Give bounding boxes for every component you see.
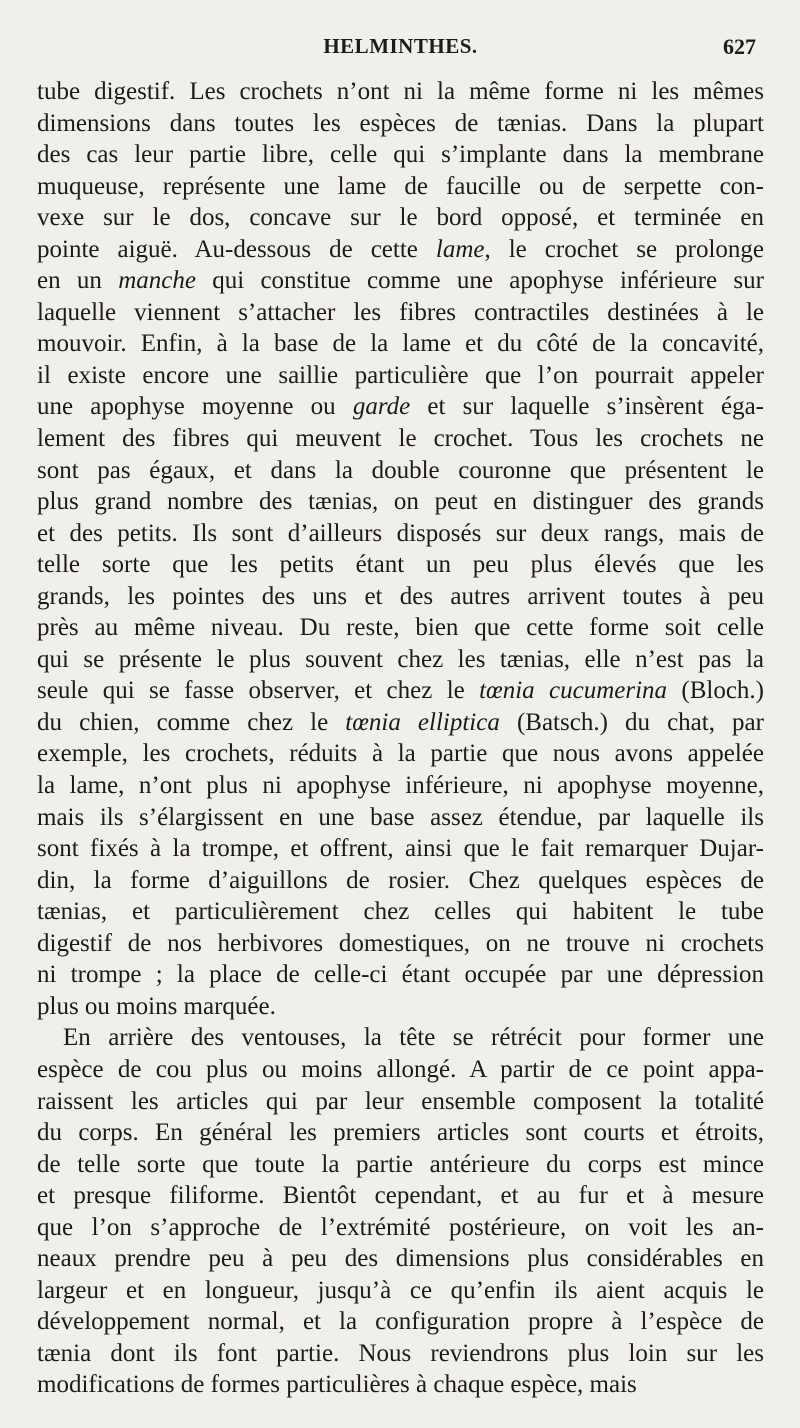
text-line bbox=[37, 297, 764, 329]
page-number: 627 bbox=[723, 34, 756, 59]
text-line bbox=[37, 1275, 764, 1307]
text-run: près au même niveau. Du reste, bien que cette forme soit celle bbox=[37, 614, 764, 642]
text-line bbox=[37, 171, 764, 203]
text-line bbox=[37, 802, 764, 834]
text-line bbox=[37, 1117, 764, 1149]
text-line bbox=[37, 770, 764, 802]
text-line bbox=[37, 738, 764, 770]
text-run: qui se présente le plus souvent chez les tænias, elle n’est pas la bbox=[37, 645, 764, 673]
paragraph bbox=[37, 1022, 764, 1401]
italic-term: tœnia cucumerina bbox=[479, 677, 668, 705]
text-run: neaux prendre peu à peu des dimensions plus considérables en bbox=[37, 1245, 764, 1273]
text-line bbox=[37, 265, 764, 297]
text-line bbox=[37, 76, 764, 108]
text-line bbox=[37, 139, 764, 171]
text-run: une apophyse moyenne ou bbox=[37, 393, 353, 421]
text-run: din, la forme d’aiguillons de rosier. Chez quelques espèces de bbox=[37, 866, 764, 894]
text-run: raissent les articles qui par leur ensemble composent la totalité bbox=[37, 1087, 764, 1115]
text-line bbox=[37, 202, 764, 234]
text-run: tube digestif. Les crochets n’ont ni la même forme ni les mêmes bbox=[37, 78, 764, 105]
text-run: exemple, les crochets, réduits à la partie que nous avons appelée bbox=[37, 740, 764, 768]
text-run: modifications de formes particulières à chaque espèce, mais bbox=[37, 1371, 637, 1399]
text-run: qui constitue comme une apophyse inférieure sur bbox=[195, 267, 764, 295]
text-run: espèce de cou plus ou moins allongé. A partir de ce point appa- bbox=[37, 1055, 764, 1083]
text-run: laquelle viennent s’attacher les fibres contractiles destinées à le bbox=[37, 298, 764, 326]
text-line bbox=[37, 1338, 764, 1370]
body-text bbox=[37, 76, 764, 1401]
text-run: mouvoir. Enfin, à la base de la lame et du côté de la concavité, bbox=[37, 330, 764, 358]
text-run: il existe encore une saillie particulière que l’on pourrait appeler bbox=[37, 361, 764, 389]
text-line bbox=[37, 391, 764, 423]
text-line bbox=[37, 549, 764, 581]
text-line bbox=[37, 675, 764, 707]
text-line bbox=[37, 1149, 764, 1181]
text-run: (Batsch.) du chat, par bbox=[499, 708, 764, 736]
text-run: , le crochet se prolonge bbox=[484, 235, 764, 263]
text-run: plus ou moins marquée. bbox=[37, 992, 276, 1020]
text-run: que l’on s’approche de l’extrémité postérieure, on voit les an- bbox=[37, 1213, 764, 1241]
text-line bbox=[37, 1243, 764, 1275]
text-run: plus grand nombre des tænias, on peut en distinguer des grands bbox=[37, 488, 764, 516]
text-line bbox=[37, 896, 764, 928]
text-run: largeur et en longueur, jusqu’à ce qu’enfin ils aient acquis le bbox=[37, 1276, 764, 1304]
text-line bbox=[37, 486, 764, 518]
text-run: des cas leur partie libre, celle qui s’implante dans la membrane bbox=[37, 141, 764, 169]
text-run: (Bloch.) bbox=[667, 677, 764, 705]
text-run: seule qui se fasse observer, et chez le bbox=[37, 677, 480, 705]
text-line bbox=[37, 455, 764, 487]
italic-term: manche bbox=[118, 267, 196, 295]
text-line bbox=[37, 612, 764, 644]
text-run: pointe aiguë. Au-dessous de cette bbox=[37, 235, 436, 263]
text-line bbox=[37, 865, 764, 897]
text-line bbox=[37, 707, 764, 739]
text-run: ni trompe ; la place de celle-ci étant occupée par une dépression bbox=[37, 961, 764, 989]
text-run: et des petits. Ils sont d’ailleurs disposés sur deux rangs, mais de bbox=[37, 519, 764, 547]
text-line bbox=[37, 928, 764, 960]
text-line bbox=[37, 234, 764, 266]
text-line bbox=[37, 328, 764, 360]
text-run: la lame, n’ont plus ni apophyse inférieure, ni apophyse moyenne, bbox=[37, 772, 764, 800]
text-line bbox=[37, 518, 764, 550]
text-run: telle sorte que les petits étant un peu plus élevés que les bbox=[37, 551, 764, 579]
text-run: dimensions dans toutes les espèces de tænias. Dans la plupart bbox=[37, 109, 764, 137]
italic-term: lame bbox=[435, 235, 485, 263]
text-line bbox=[37, 581, 764, 613]
text-line bbox=[37, 360, 764, 392]
text-line bbox=[37, 1306, 764, 1338]
text-run: muqueuse, représente une lame de faucille ou de serpette con- bbox=[37, 172, 764, 200]
text-run: vexe sur le dos, concave sur le bord opposé, et terminée en bbox=[37, 204, 764, 232]
text-run: et sur laquelle s’insèrent éga- bbox=[410, 393, 764, 421]
text-line bbox=[37, 423, 764, 455]
text-line bbox=[37, 1180, 764, 1212]
text-run: grands, les pointes des uns et des autres arrivent toutes à peu bbox=[37, 582, 764, 610]
text-run: tænia dont ils font partie. Nous reviendrons plus loin sur les bbox=[37, 1339, 764, 1367]
text-line bbox=[37, 644, 764, 676]
text-line bbox=[37, 1212, 764, 1244]
text-run: en un bbox=[37, 267, 119, 295]
running-head bbox=[37, 34, 764, 74]
text-line bbox=[37, 991, 764, 1023]
text-run: mais ils s’élargissent en une base assez étendue, par laquelle ils bbox=[37, 803, 764, 831]
text-line bbox=[37, 1054, 764, 1086]
text-run: sont fixés à la trompe, et offrent, ainsi que le fait remarquer Dujar- bbox=[37, 835, 764, 863]
text-run: de telle sorte que toute la partie antérieure du corps est mince bbox=[37, 1150, 764, 1178]
text-run: digestif de nos herbivores domestiques, on ne trouve ni crochets bbox=[37, 929, 764, 957]
text-line bbox=[37, 833, 764, 865]
text-line bbox=[37, 108, 764, 140]
text-run: En arrière des ventouses, la tête se rétrécit pour former une bbox=[63, 1024, 764, 1052]
running-head-title: HELMINTHES. bbox=[323, 34, 478, 58]
text-run: et presque filiforme. Bientôt cependant, et au fur et à mesure bbox=[37, 1182, 764, 1210]
text-run: du corps. En général les premiers articles sont courts et étroits, bbox=[37, 1119, 764, 1147]
paragraph bbox=[37, 76, 764, 1022]
italic-term: tœnia elliptica bbox=[345, 708, 500, 736]
text-line bbox=[37, 1369, 764, 1401]
text-run: tænias, et particulièrement chez celles qui habitent le tube bbox=[37, 898, 764, 926]
text-line bbox=[37, 959, 764, 991]
text-line bbox=[37, 1022, 764, 1054]
text-run: lement des fibres qui meuvent le crochet. Tous les crochets ne bbox=[37, 425, 764, 453]
text-run: sont pas égaux, et dans la double couronne que présentent le bbox=[37, 456, 764, 484]
text-line bbox=[37, 1086, 764, 1118]
text-run: du chien, comme chez le bbox=[37, 708, 346, 736]
italic-term: garde bbox=[352, 393, 411, 421]
text-run: développement normal, et la configuration propre à l’espèce de bbox=[37, 1308, 764, 1336]
